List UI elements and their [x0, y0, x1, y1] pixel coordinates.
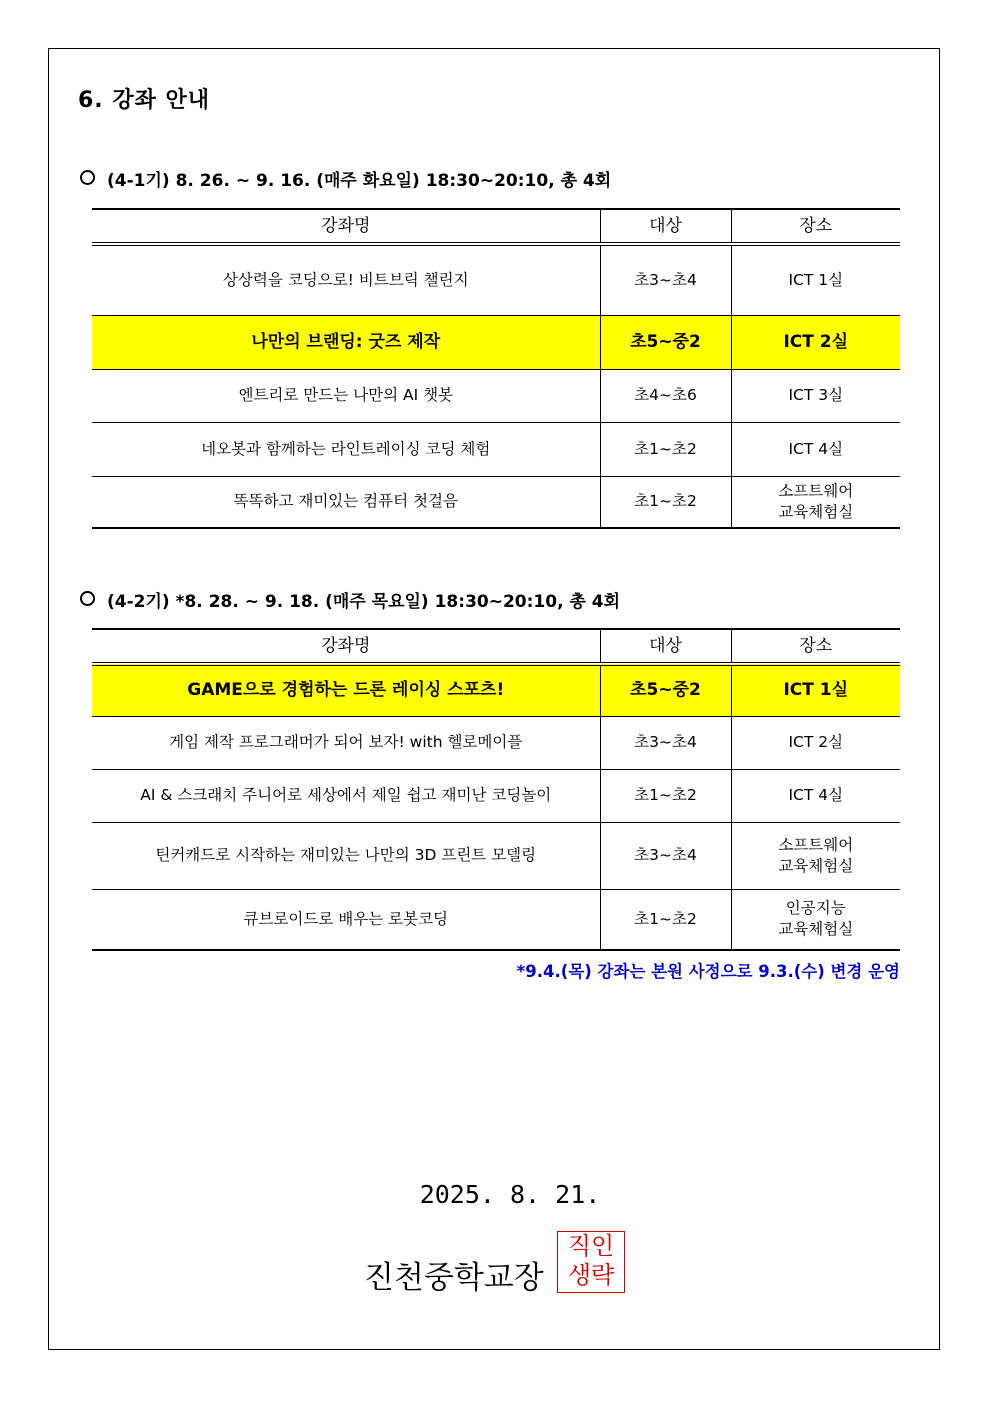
lecture-target: 초4~초6 — [600, 369, 731, 422]
lecture-name: GAME으로 경험하는 드론 레이싱 스포츠! — [92, 664, 600, 716]
lecture-target: 초1~초2 — [600, 889, 731, 950]
lecture-name: 틴커캐드로 시작하는 재미있는 나만의 3D 프린트 모델링 — [155, 846, 537, 864]
table-row — [92, 476, 900, 528]
lecture-place: 소프트웨어 교육체험실 — [731, 476, 900, 528]
round2-title-text: (4-2기) *8. 28. ~ 9. 18. (매주 목요일) 18:30~20:10, 총 4회 — [107, 592, 621, 612]
round2-title — [80, 587, 620, 612]
lecture-place: ICT 4실 — [731, 422, 900, 476]
official-seal-stamp — [557, 1231, 625, 1293]
lecture-place: 인공지능 교육체험실 — [731, 889, 900, 950]
round1-table — [92, 208, 900, 529]
table-header-row — [92, 209, 900, 244]
table-row — [92, 369, 900, 422]
section-title: 6. 강좌 안내 — [78, 88, 210, 113]
table-row — [92, 716, 900, 769]
lecture-name: 똑똑하고 재미있는 컴퓨터 첫걸음 — [233, 492, 458, 511]
lecture-place: ICT 1실 — [731, 244, 900, 315]
lecture-name: 네오봇과 함께하는 라인트레이싱 코딩 체험 — [201, 439, 491, 458]
table-row — [92, 889, 900, 950]
lecture-place: ICT 2실 — [731, 315, 900, 369]
lecture-target: 초1~초2 — [600, 422, 731, 476]
stamp-line-2: 생략 — [567, 1261, 615, 1289]
lecture-target: 초5~중2 — [600, 315, 731, 369]
round2-table — [92, 628, 900, 951]
header-lecture: 강좌명 — [92, 629, 600, 664]
lecture-place: ICT 2실 — [731, 716, 900, 769]
lecture-place: ICT 3실 — [731, 369, 900, 422]
lecture-target: 초1~초2 — [600, 769, 731, 822]
header-place: 장소 — [731, 209, 900, 244]
header-target: 대상 — [600, 209, 731, 244]
lecture-name: 게임 제작 프로그래머가 되어 보자! with 헬로메이플 — [169, 733, 523, 751]
header-target: 대상 — [600, 629, 731, 664]
table-row-highlighted — [92, 664, 900, 716]
circle-bullet-icon — [80, 591, 95, 606]
lecture-name: AI & 스크래치 주니어로 세상에서 제일 쉽고 재미난 코딩놀이 — [140, 786, 552, 804]
lecture-name: 나만의 브랜딩: 굿즈 제작 — [92, 315, 600, 369]
lecture-place: 소프트웨어 교육체험실 — [731, 822, 900, 889]
header-lecture: 강좌명 — [92, 209, 600, 244]
lecture-target: 초3~초4 — [600, 716, 731, 769]
lecture-place: ICT 1실 — [731, 664, 900, 716]
lecture-place: ICT 4실 — [731, 769, 900, 822]
header-place: 장소 — [731, 629, 900, 664]
table-row — [92, 422, 900, 476]
table-header-row — [92, 629, 900, 664]
table-row — [92, 769, 900, 822]
stamp-line-1: 직인 — [567, 1232, 615, 1260]
lecture-target: 초1~초2 — [600, 476, 731, 528]
lecture-name: 엔트리로 만드는 나만의 AI 챗봇 — [238, 386, 454, 404]
circle-bullet-icon — [80, 170, 95, 185]
table-row-highlighted — [92, 315, 900, 369]
issue-date: 2025. 8. 21. — [419, 1180, 601, 1209]
table-row — [92, 822, 900, 889]
signer-name: 진천중학교장 — [364, 1260, 544, 1296]
schedule-change-note: *9.4.(목) 강좌는 본원 사정으로 9.3.(수) 변경 운영 — [516, 962, 900, 981]
lecture-target: 초3~초4 — [600, 244, 731, 315]
lecture-name: 상상력을 코딩으로! 비트브릭 챌린지 — [222, 270, 469, 289]
lecture-target: 초5~중2 — [600, 664, 731, 716]
table-row — [92, 244, 900, 315]
lecture-target: 초3~초4 — [600, 822, 731, 889]
lecture-name: 큐브로이드로 배우는 로봇코딩 — [243, 909, 448, 928]
round1-title-text: (4-1기) 8. 26. ~ 9. 16. (매주 화요일) 18:30~20:10, 총 4회 — [107, 171, 612, 191]
round1-title — [80, 166, 611, 191]
